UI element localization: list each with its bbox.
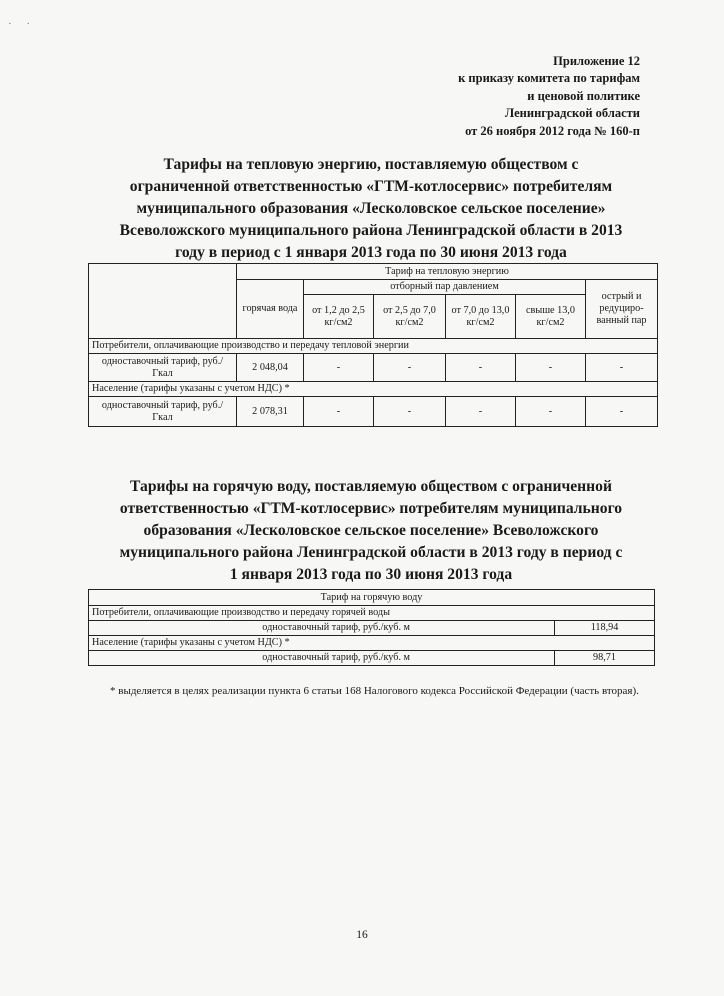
col-steam-1: от 1,2 до 2,5 кг/см2 bbox=[304, 295, 374, 339]
table-cell: - bbox=[304, 354, 374, 382]
title-line: Всеволожского муниципального района Ленинградской области в 2013 bbox=[119, 222, 623, 239]
title-line: муниципального района Ленинградской области в 2013 году в период с bbox=[119, 544, 623, 561]
section-row: Население (тарифы указаны с учетом НДС) * bbox=[89, 636, 655, 651]
page-number: 16 bbox=[356, 929, 368, 941]
section-row: Потребители, оплачивающие производство и передачу тепловой энергии bbox=[89, 339, 658, 354]
row-label: одноставочный тариф, руб./Гкал bbox=[89, 354, 237, 382]
row-label: одноставочный тариф, руб./куб. м bbox=[89, 621, 555, 636]
title-line: Тарифы на горячую воду, поставляемую обществом с ограниченной bbox=[130, 478, 612, 495]
corner-cell bbox=[89, 264, 237, 339]
appendix-line: Приложение 12 bbox=[553, 54, 640, 68]
group-header: Тариф на тепловую энергию bbox=[237, 264, 658, 280]
table-cell: 2 078,31 bbox=[237, 397, 304, 427]
table-cell: 2 048,04 bbox=[237, 354, 304, 382]
table-cell: - bbox=[586, 397, 658, 427]
col-hot-water: горячая вода bbox=[237, 280, 304, 339]
scan-marks: · · bbox=[8, 18, 37, 30]
col-steam-2: от 2,5 до 7,0 кг/см2 bbox=[374, 295, 446, 339]
title-line: Тарифы на тепловую энергию, поставляемую обществом с bbox=[163, 156, 579, 173]
section-row: Потребители, оплачивающие производство и передачу горячей воды bbox=[89, 606, 655, 621]
table-cell: - bbox=[446, 354, 516, 382]
appendix-line: Ленинградской области bbox=[504, 106, 640, 121]
table-cell: - bbox=[586, 354, 658, 382]
table-cell: 98,71 bbox=[555, 651, 655, 666]
col-steam-3: от 7,0 до 13,0 кг/см2 bbox=[446, 295, 516, 339]
table-cell: - bbox=[446, 397, 516, 427]
table-cell: - bbox=[304, 397, 374, 427]
col-live-steam: острый и редуциро-ванный пар bbox=[586, 280, 658, 339]
table-cell: - bbox=[516, 397, 586, 427]
appendix-line: от 26 ноября 2012 года № 160-п bbox=[465, 123, 640, 138]
water-tariff-table bbox=[88, 589, 655, 666]
appendix-line: к приказу комитета по тарифам bbox=[458, 71, 640, 86]
title-line: 1 января 2013 года по 30 июня 2013 года bbox=[229, 566, 513, 583]
heat-tariff-table bbox=[88, 263, 658, 427]
title-line: ответственностью «ГТМ-котлосервис» потребителям муниципального bbox=[119, 500, 623, 517]
title-line: муниципального образования «Лесколовское сельское поселение» bbox=[136, 200, 606, 217]
water-tariff-title bbox=[86, 476, 656, 586]
section-row: Население (тарифы указаны с учетом НДС) * bbox=[89, 382, 658, 397]
row-label: одноставочный тариф, руб./куб. м bbox=[89, 651, 555, 666]
appendix-line: и ценовой политике bbox=[527, 88, 640, 103]
title-line: году в период с 1 января 2013 года по 30 июня 2013 года bbox=[175, 244, 567, 261]
footnote: * выделяется в целях реализации пункта 6 статьи 168 Налогового кодекса Российской Федерации (часть вторая). bbox=[110, 685, 639, 697]
title-line: образования «Лесколовское сельское поселение» Всеволожского bbox=[143, 522, 599, 539]
table-cell: - bbox=[374, 354, 446, 382]
heat-tariff-title bbox=[86, 154, 656, 264]
table-cell: - bbox=[374, 397, 446, 427]
appendix-header bbox=[458, 53, 640, 140]
steam-header: отборный пар давлением bbox=[304, 280, 586, 295]
water-header: Тариф на горячую воду bbox=[89, 590, 655, 606]
title-line: ограниченной ответственностью «ГТМ-котлосервис» потребителям bbox=[129, 178, 613, 195]
table-cell: 118,94 bbox=[555, 621, 655, 636]
row-label: одноставочный тариф, руб./Гкал bbox=[89, 397, 237, 427]
table-cell: - bbox=[516, 354, 586, 382]
col-steam-4: свыше 13,0 кг/см2 bbox=[516, 295, 586, 339]
